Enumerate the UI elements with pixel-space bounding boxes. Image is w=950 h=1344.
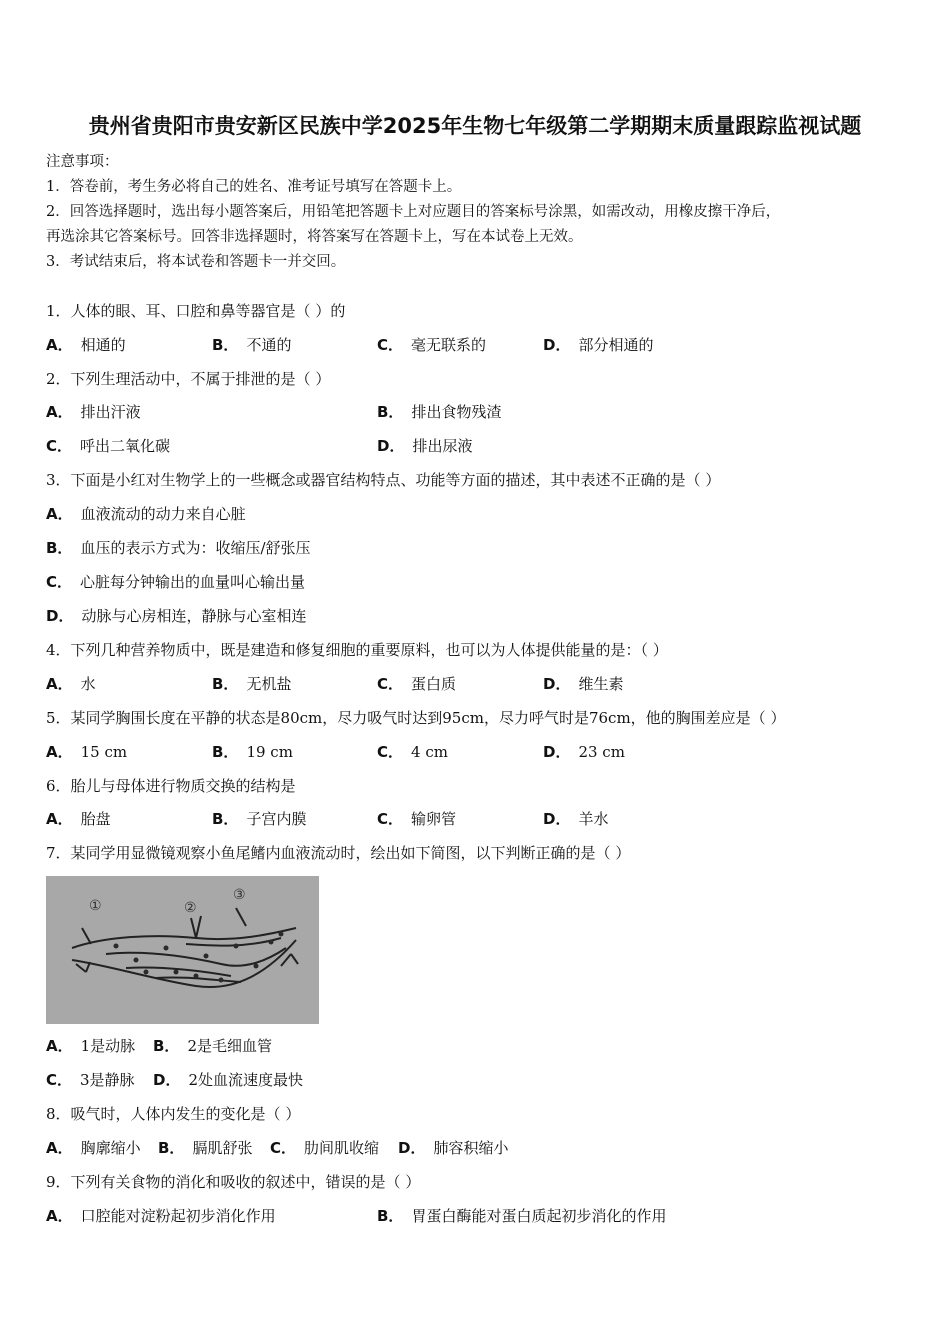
option-a[interactable] xyxy=(46,402,141,422)
question-stem: 9．下列有关食物的消化和吸收的叙述中，错误的是（ ） xyxy=(46,1173,421,1191)
figure-label-2: ② xyxy=(184,900,197,916)
option-c[interactable] xyxy=(46,1070,135,1090)
option-a[interactable] xyxy=(46,1036,135,1056)
option-letter: A． xyxy=(46,336,73,354)
option-c[interactable] xyxy=(377,335,486,355)
option-text: 19 cm xyxy=(246,743,293,761)
question-stem: 3．下面是小红对生物学上的一些概念或器官结构特点、功能等方面的描述，其中表述不正确的是（ ） xyxy=(46,471,721,489)
page-title: 贵州省贵阳市贵安新区民族中学2025年生物七年级第二学期期末质量跟踪监视试题 xyxy=(88,114,862,138)
option-text: 胃蛋白酶能对蛋白质起初步消化的作用 xyxy=(411,1207,667,1225)
option-a[interactable] xyxy=(46,504,246,524)
option-d[interactable] xyxy=(398,1138,508,1158)
option-letter: A． xyxy=(46,1139,73,1157)
option-text: 4 cm xyxy=(411,743,448,761)
option-text: 输卵管 xyxy=(411,810,457,828)
option-b[interactable] xyxy=(212,674,291,694)
option-letter: A． xyxy=(46,743,73,761)
option-letter: C． xyxy=(377,743,404,761)
option-b[interactable] xyxy=(46,538,311,558)
option-b[interactable] xyxy=(212,742,293,762)
notice-item: 再选涂其它答案标号。回答非选择题时，将答案写在答题卡上，写在本试卷上无效。 xyxy=(46,229,583,245)
option-d[interactable] xyxy=(153,1070,303,1090)
option-letter: B． xyxy=(158,1139,185,1157)
option-letter: D． xyxy=(153,1071,181,1089)
option-text: 2是毛细血管 xyxy=(187,1037,272,1055)
option-text: 23 cm xyxy=(578,743,625,761)
option-text: 膈肌舒张 xyxy=(192,1139,253,1157)
option-text: 1是动脉 xyxy=(80,1037,136,1055)
option-letter: D． xyxy=(543,743,571,761)
option-text: 动脉与心房相连，静脉与心室相连 xyxy=(81,607,307,625)
option-c[interactable] xyxy=(377,674,456,694)
option-b[interactable] xyxy=(153,1036,272,1056)
option-letter: C． xyxy=(377,675,404,693)
option-text: 胸廓缩小 xyxy=(80,1139,141,1157)
question-stem: 6．胎儿与母体进行物质交换的结构是 xyxy=(46,777,296,795)
option-letter: D． xyxy=(543,675,571,693)
option-letter: B． xyxy=(212,675,239,693)
option-letter: C． xyxy=(46,1071,73,1089)
option-d[interactable] xyxy=(543,742,625,762)
option-a[interactable] xyxy=(46,809,111,829)
option-b[interactable] xyxy=(377,1206,666,1226)
option-letter: A． xyxy=(46,403,73,421)
option-text: 子宫内膜 xyxy=(246,810,307,828)
option-text: 羊水 xyxy=(578,810,609,828)
option-text: 2处血流速度最快 xyxy=(188,1071,303,1089)
option-letter: D． xyxy=(377,437,405,455)
option-d[interactable] xyxy=(543,674,623,694)
option-letter: D． xyxy=(46,607,74,625)
figure-label-1: ① xyxy=(89,898,102,914)
notice-item: 1．答卷前，考生务必将自己的姓名、准考证号填写在答题卡上。 xyxy=(46,179,462,195)
option-text: 排出汗液 xyxy=(80,403,141,421)
option-c[interactable] xyxy=(46,572,305,592)
option-letter: A． xyxy=(46,675,73,693)
option-text: 相通的 xyxy=(80,336,126,354)
option-text: 血液流动的动力来自心脏 xyxy=(80,505,246,523)
option-text: 15 cm xyxy=(80,743,128,761)
option-text: 部分相通的 xyxy=(578,336,654,354)
question-stem: 2．下列生理活动中，不属于排泄的是（ ） xyxy=(46,370,331,388)
option-letter: A． xyxy=(46,1207,73,1225)
option-text: 排出尿液 xyxy=(412,437,473,455)
option-letter: B． xyxy=(377,403,404,421)
notice-item: 3．考试结束后，将本试卷和答题卡一并交回。 xyxy=(46,254,346,270)
option-letter: B． xyxy=(46,539,73,557)
option-text: 肺容积缩小 xyxy=(433,1139,509,1157)
option-letter: B． xyxy=(212,810,239,828)
fish-tail-blood-vessel-diagram xyxy=(46,876,319,1024)
option-text: 口腔能对淀粉起初步消化作用 xyxy=(80,1207,276,1225)
question-stem: 5．某同学胸围长度在平静的状态是80cm，尽力吸气时达到95cm，尽力呼气时是76cm，他的胸围差应是（ ） xyxy=(46,709,786,727)
option-b[interactable] xyxy=(212,809,306,829)
option-text: 无机盐 xyxy=(246,675,292,693)
option-letter: C． xyxy=(46,573,73,591)
option-b[interactable] xyxy=(377,402,501,422)
option-d[interactable] xyxy=(46,606,306,626)
option-c[interactable] xyxy=(377,809,456,829)
option-text: 蛋白质 xyxy=(411,675,457,693)
option-letter: B． xyxy=(153,1037,180,1055)
option-text: 血压的表示方式为：收缩压/舒张压 xyxy=(80,539,311,557)
option-c[interactable] xyxy=(46,436,170,456)
option-text: 排出食物残渣 xyxy=(411,403,502,421)
option-a[interactable] xyxy=(46,674,96,694)
option-text: 心脏每分钟输出的血量叫心输出量 xyxy=(80,573,306,591)
option-d[interactable] xyxy=(543,335,653,355)
option-a[interactable] xyxy=(46,1206,276,1226)
option-letter: C． xyxy=(270,1139,297,1157)
option-letter: A． xyxy=(46,810,73,828)
option-letter: C． xyxy=(377,810,404,828)
option-d[interactable] xyxy=(377,436,472,456)
notice-item: 2．回答选择题时，选出每小题答案后，用铅笔把答题卡上对应题目的答案标号涂黑，如需改动，用橡皮擦干净后， xyxy=(46,204,781,220)
option-letter: C． xyxy=(377,336,404,354)
option-b[interactable] xyxy=(212,335,291,355)
option-letter: D． xyxy=(543,810,571,828)
option-letter: D． xyxy=(543,336,571,354)
question-stem: 8．吸气时，人体内发生的变化是（ ） xyxy=(46,1105,301,1123)
option-letter: A． xyxy=(46,505,73,523)
option-letter: C． xyxy=(46,437,73,455)
option-c[interactable] xyxy=(377,742,448,762)
option-text: 不通的 xyxy=(246,336,292,354)
option-letter: A． xyxy=(46,1037,73,1055)
option-text: 呼出二氧化碳 xyxy=(80,437,171,455)
option-text: 毫无联系的 xyxy=(411,336,487,354)
option-letter: B． xyxy=(377,1207,404,1225)
option-letter: D． xyxy=(398,1139,426,1157)
option-c[interactable] xyxy=(270,1138,379,1158)
option-a[interactable] xyxy=(46,335,126,355)
option-text: 3是静脉 xyxy=(80,1071,135,1089)
option-letter: B． xyxy=(212,336,239,354)
question-stem: 4．下列几种营养物质中，既是建造和修复细胞的重要原料，也可以为人体提供能量的是：（ ） xyxy=(46,641,668,659)
question-stem: 7．某同学用显微镜观察小鱼尾鳍内血液流动时，绘出如下简图，以下判断正确的是（ ） xyxy=(46,844,631,862)
option-text: 水 xyxy=(80,675,96,693)
option-text: 肋间肌收缩 xyxy=(304,1139,380,1157)
option-b[interactable] xyxy=(158,1138,252,1158)
option-letter: B． xyxy=(212,743,239,761)
option-a[interactable] xyxy=(46,1138,141,1158)
notice-heading: 注意事项： xyxy=(46,154,119,170)
option-a[interactable] xyxy=(46,742,127,762)
blood-flow-figure xyxy=(46,876,319,1024)
figure-label-3: ③ xyxy=(233,887,246,903)
option-text: 维生素 xyxy=(578,675,624,693)
option-text: 胎盘 xyxy=(80,810,111,828)
option-d[interactable] xyxy=(543,809,608,829)
question-stem: 1．人体的眼、耳、口腔和鼻等器官是（ ）的 xyxy=(46,302,346,320)
